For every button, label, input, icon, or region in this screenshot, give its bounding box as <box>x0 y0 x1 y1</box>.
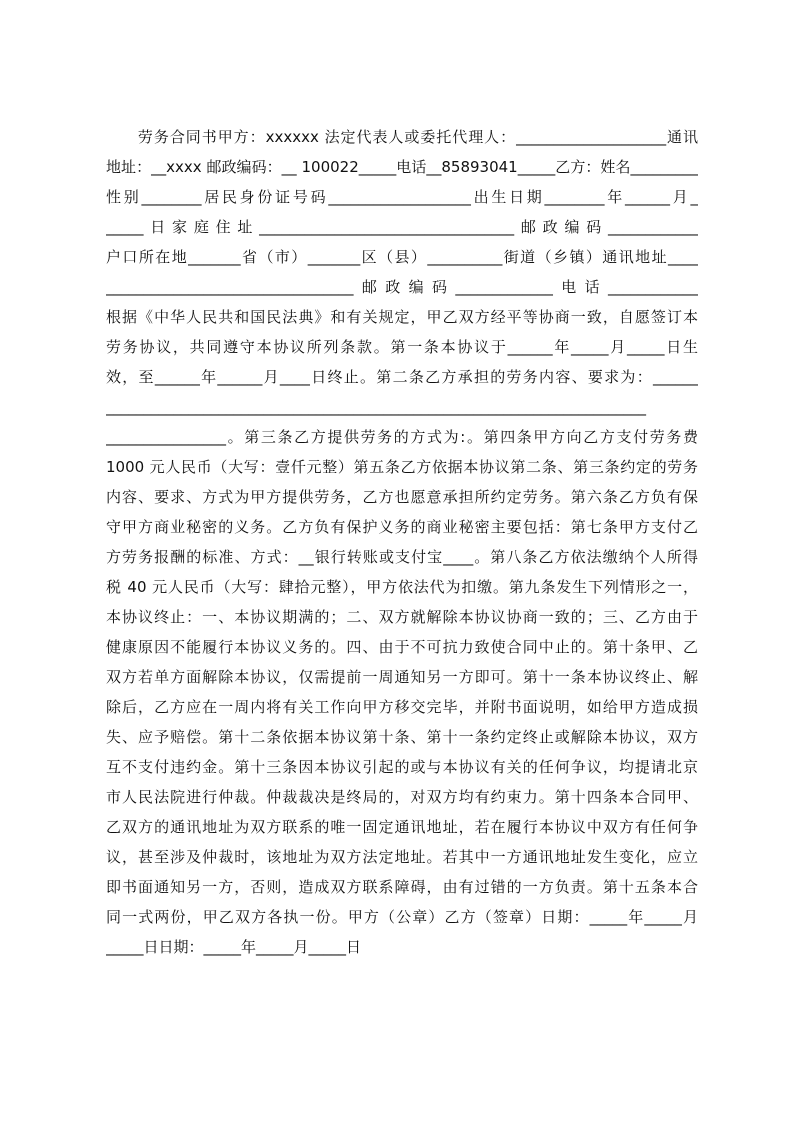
text-line: 根据《中华人民共和国民法典》和有关规定，甲乙双方经平等协商一致，自愿签订本 <box>106 308 698 326</box>
text-line: 除后，乙方应在一周内将有关工作向甲方移交完毕，并附书面说明，如给甲方造成损 <box>106 698 698 716</box>
text-line: 同一式两份，甲乙双方各执一份。甲方（公章）乙方（签章）日期：_____年_____月 <box>106 908 698 926</box>
text-line: 地址：__xxxx 邮政编码：__ 100022_____电话__85893041_____乙方：姓名_________ <box>106 158 698 176</box>
text-line: 失、应予赔偿。第十二条依据本协议第十条、第十一条约定终止或解除本协议，双方 <box>106 728 698 746</box>
text-line: ________________。第三条乙方提供劳务的方式为:。第四条甲方向乙方支付劳务费 <box>106 428 698 446</box>
text-line: _____日家庭住址__________________________________邮政编码____________ <box>106 218 698 236</box>
text-line: 健康原因不能履行本协议义务的。四、由于不可抗力致使合同中止的。第十条甲、乙 <box>106 638 698 656</box>
text-line: 效，至______年______月____日终止。第二条乙方承担的劳务内容、要求为：______ <box>106 368 698 386</box>
text-line: 乙双方的通讯地址为双方联系的唯一固定通讯地址，若在履行本协议中双方有任何争 <box>106 818 698 836</box>
text-line: 本协议终止：一、本协议期满的；二、双方就解除本协议协商一致的；三、乙方由于 <box>106 608 698 626</box>
text-line: 性别________居民身份证号码___________________出生日期________年______月_ <box>106 188 698 206</box>
text-line: 议，甚至涉及仲裁时，该地址为双方法定地址。若其中一方通讯地址发生变化，应立 <box>106 848 698 866</box>
text-line: 户口所在地_______省（市）_______区（县）__________街道（乡镇）通讯地址____ <box>106 248 698 266</box>
text-line: ________________________________________________________________________ <box>106 398 646 416</box>
text-line: 双方若单方面解除本协议，仅需提前一周通知另一方即可。第十一条本协议终止、解 <box>106 668 698 686</box>
text-line: 劳务协议，共同遵守本协议所列条款。第一条本协议于______年_____月_____日生 <box>106 338 698 356</box>
text-line: 互不支付违约金。第十三条因本协议引起的或与本协议有关的任何争议，均提请北京 <box>106 758 698 776</box>
text-line: _________________________________邮政编码_____________电话____________ <box>106 278 698 296</box>
text-line: 即书面通知另一方，否则，造成双方联系障碍，由有过错的一方负责。第十五条本合 <box>106 878 698 896</box>
text-line-final: _____日日期：_____年_____月_____日 <box>106 938 362 956</box>
text-line: 1000 元人民币（大写：壹仟元整）第五条乙方依据本协议第二条、第三条约定的劳务 <box>106 458 698 476</box>
text-line: 劳务合同书甲方：xxxxxx 法定代表人或委托代理人：____________________通讯 <box>106 128 698 146</box>
text-line: 内容、要求、方式为甲方提供劳务，乙方也愿意承担所约定劳务。第六条乙方负有保 <box>106 488 698 506</box>
text-line: 税 40 元人民币（大写：肆拾元整），甲方依法代为扣缴。第九条发生下列情形之一， <box>106 578 698 596</box>
text-line: 方劳务报酬的标准、方式：__银行转账或支付宝____。第八条乙方依法缴纳个人所得 <box>106 548 698 566</box>
contract-body <box>106 122 698 962</box>
text-line: 市人民法院进行仲裁。仲裁裁决是终局的，对双方均有约束力。第十四条本合同甲、 <box>106 788 698 806</box>
text-line: 守甲方商业秘密的义务。乙方负有保护义务的商业秘密主要包括：第七条甲方支付乙 <box>106 518 698 536</box>
